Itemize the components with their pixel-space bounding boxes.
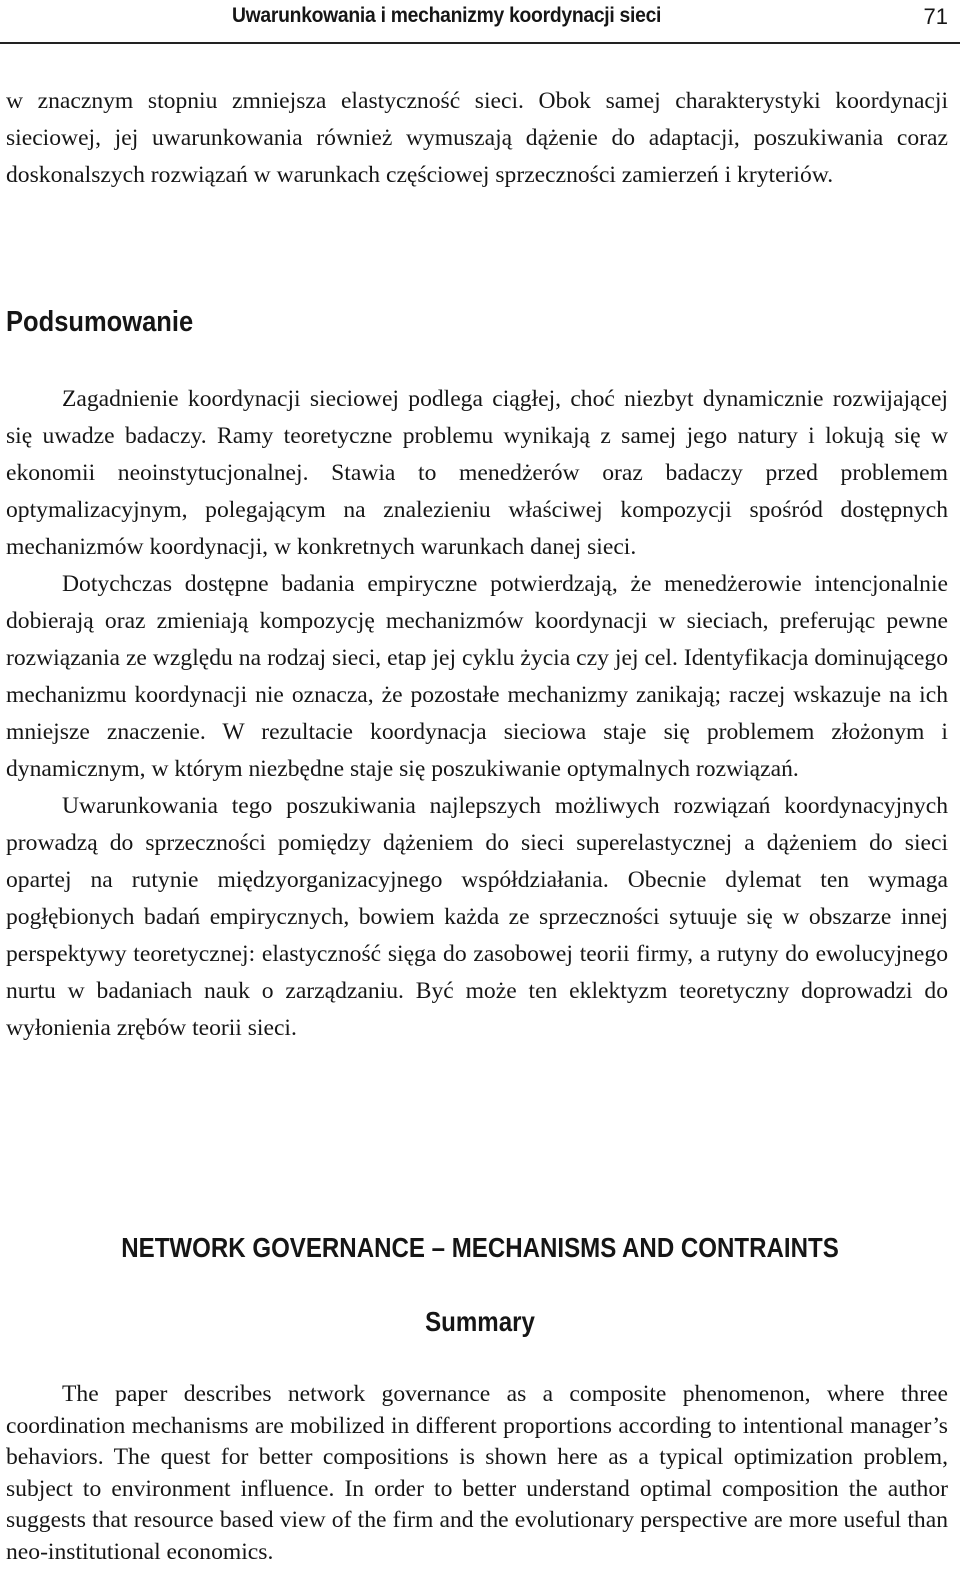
intro-block (6, 83, 948, 194)
section-heading: Podsumowanie (6, 306, 194, 338)
english-title: NETWORK GOVERNANCE – MECHANISMS AND CONTRAINTS (121, 1232, 839, 1263)
intro-paragraph: w znacznym stopniu zmniejsza elastyczność sieci. Obok samej charakterystyki koordynacji sieciowej, jej uwarunkowania również wymuszają dążenie do adaptacji, poszukiwania coraz doskonalszych rozwiązań w warunkach częściowej sprzeczności zamierzeń i kryteriów. (6, 88, 948, 188)
summary-body (6, 1379, 948, 1568)
running-header (0, 0, 960, 44)
body-paragraph: Dotychczas dostępne badania empiryczne potwierdzają, że menedżerowie intencjonalnie dobierają oraz zmieniają kompozycję mechanizmów koordynacji w sieciach, preferując pewne rozwiązania ze względu na rodzaj sieci, etap jej cyklu życia czy jej cel. Identyfikacja dominującego mechanizmu koordynacji nie oznacza, że pozostałe mechanizmy zanikają; raczej wskazuje na ich mniejsze znaczenie. W rezultacie koordynacja sieciowa staje się problemem złożonym i dynamicznym, w którym niezbędne staje się poszukiwanie optymalnych rozwiązań. (6, 571, 948, 782)
summary-heading: Summary (425, 1306, 535, 1337)
page-number: 71 (923, 4, 948, 29)
section-body (6, 381, 948, 1047)
running-title: Uwarunkowania i mechanizmy koordynacji sieci (232, 4, 662, 27)
summary-paragraph: The paper describes network governance as a composite phenomenon, where three coordination mechanisms are mobilized in different proportions according to intentional manager’s behaviors. The quest for better compositions is shown here as a typical optimization problem, subject to environment influence. In order to better understand optimal composition the author suggests that resource based view of the firm and the evolutionary perspective are more useful than neo-institutional economics. (6, 1381, 948, 1565)
body-paragraph: Uwarunkowania tego poszukiwania najlepszych możliwych rozwiązań koordynacyjnych prowadzą do sprzeczności pomiędzy dążeniem do sieci superelastycznej a dążeniem do sieci opartej na rutynie międzyorganizacyjnego współdziałania. Obecnie dylemat ten wymaga pogłębionych badań empirycznych, bowiem każda ze sprzeczności sytuuje się w obszarze innej perspektywy teoretycznej: elastyczność sięga do zasobowej teorii firmy, a rutyny do ewolucyjnego nurtu w badaniach nauk o zarządzaniu. Być może ten eklektyzm teoretyczny doprowadzi do wyłonienia zrębów teorii sieci. (6, 793, 948, 1041)
body-paragraph: Zagadnienie koordynacji sieciowej podlega ciągłej, choć niezbyt dynamicznie rozwijającej się uwadze badaczy. Ramy teoretyczne problemu wynikają z samej jego natury i lokują się w ekonomii neoinstytucjonalnej. Stawia to menedżerów oraz badaczy przed problemem optymalizacyjnym, polegającym na znalezieniu właściwej kompozycji spośród dostępnych mechanizmów koordynacji, w konkretnych warunkach danej sieci. (6, 386, 948, 560)
